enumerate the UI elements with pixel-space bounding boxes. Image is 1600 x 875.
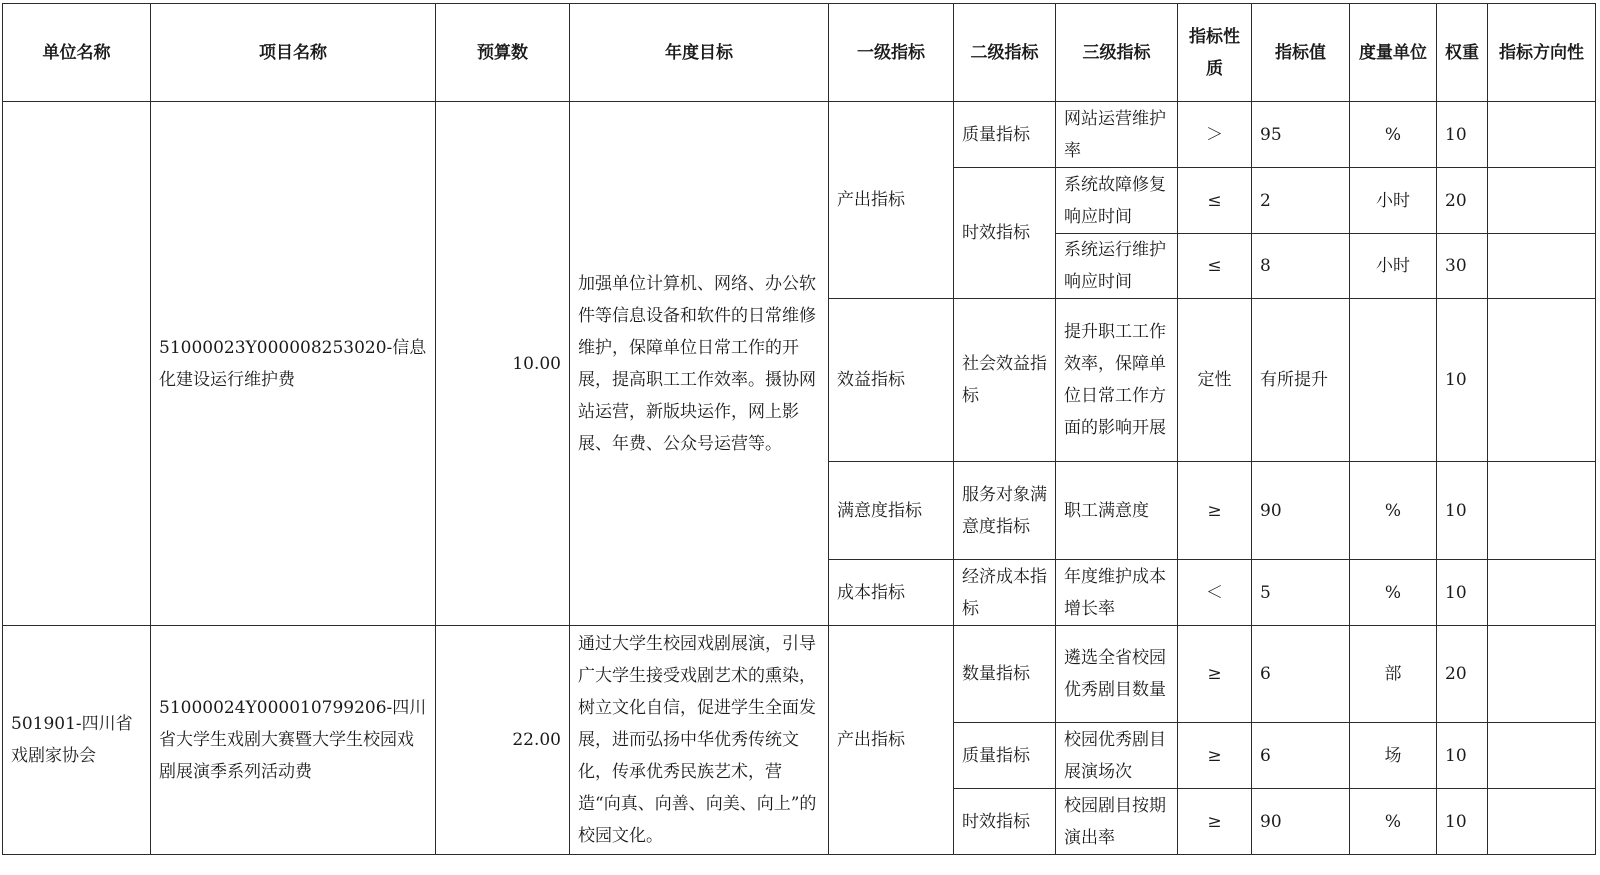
header-level3: 三级指标 — [1056, 4, 1178, 102]
project-name-cell: 51000023Y000008253020-信息化建设运行维护费 — [151, 102, 436, 626]
level3-cell: 系统运行维护响应时间 — [1056, 234, 1178, 299]
level2-cell: 经济成本指标 — [954, 560, 1056, 626]
nature-cell: ≥ — [1178, 462, 1252, 560]
level1-cell: 产出指标 — [829, 102, 954, 299]
direction-cell — [1488, 560, 1596, 626]
level3-cell: 年度维护成本增长率 — [1056, 560, 1178, 626]
header-project: 项目名称 — [151, 4, 436, 102]
level3-cell: 网站运营维护率 — [1056, 102, 1178, 168]
header-direction: 指标方向性 — [1488, 4, 1596, 102]
level2-cell: 数量指标 — [954, 626, 1056, 723]
weight-cell: 20 — [1437, 626, 1488, 723]
measure-cell: 部 — [1350, 626, 1437, 723]
value-cell: 有所提升 — [1252, 299, 1350, 462]
table-row — [3, 626, 1596, 723]
project-name-cell: 51000024Y000010799206-四川省大学生戏剧大赛暨大学生校园戏剧展演季系列活动费 — [151, 626, 436, 855]
direction-cell — [1488, 168, 1596, 234]
value-cell: 5 — [1252, 560, 1350, 626]
weight-cell: 30 — [1437, 234, 1488, 299]
weight-cell: 10 — [1437, 102, 1488, 168]
header-level1: 一级指标 — [829, 4, 954, 102]
budget-cell: 10.00 — [436, 102, 570, 626]
level2-cell: 时效指标 — [954, 789, 1056, 855]
measure-cell: % — [1350, 560, 1437, 626]
header-level2: 二级指标 — [954, 4, 1056, 102]
measure-cell — [1350, 299, 1437, 462]
table-row — [3, 102, 1596, 168]
measure-cell: % — [1350, 102, 1437, 168]
nature-cell: ≥ — [1178, 626, 1252, 723]
level2-cell: 服务对象满意度指标 — [954, 462, 1056, 560]
direction-cell — [1488, 234, 1596, 299]
direction-cell — [1488, 723, 1596, 789]
level3-cell: 校园优秀剧目展演场次 — [1056, 723, 1178, 789]
annual-goal-cell: 通过大学生校园戏剧展演，引导广大学生接受戏剧艺术的熏染，树立文化自信，促进学生全面发展，进而弘扬中华优秀传统文化，传承优秀民族艺术，营造“向真、向善、向美、向上”的校园文化。 — [570, 626, 829, 855]
direction-cell — [1488, 102, 1596, 168]
weight-cell: 10 — [1437, 560, 1488, 626]
weight-cell: 10 — [1437, 462, 1488, 560]
level1-cell: 产出指标 — [829, 626, 954, 855]
value-cell: 6 — [1252, 723, 1350, 789]
direction-cell — [1488, 626, 1596, 723]
nature-cell: ＜ — [1178, 560, 1252, 626]
level2-cell: 时效指标 — [954, 168, 1056, 299]
level1-cell: 成本指标 — [829, 560, 954, 626]
measure-cell: % — [1350, 789, 1437, 855]
value-cell: 90 — [1252, 789, 1350, 855]
unit-cell — [3, 102, 151, 626]
level2-cell: 社会效益指标 — [954, 299, 1056, 462]
direction-cell — [1488, 462, 1596, 560]
level3-cell: 提升职工工作效率，保障单位日常工作方面的影响开展 — [1056, 299, 1178, 462]
header-row — [3, 4, 1596, 102]
level3-cell: 遴选全省校园优秀剧目数量 — [1056, 626, 1178, 723]
annual-goal-cell: 加强单位计算机、网络、办公软件等信息设备和软件的日常维修维护，保障单位日常工作的开展，提高职工工作效率。摄协网站运营，新版块运作，网上影展、年费、公众号运营等。 — [570, 102, 829, 626]
nature-cell: ＞ — [1178, 102, 1252, 168]
performance-table-wrapper — [2, 3, 1596, 855]
level3-cell: 校园剧目按期演出率 — [1056, 789, 1178, 855]
budget-cell: 22.00 — [436, 626, 570, 855]
value-cell: 6 — [1252, 626, 1350, 723]
header-unit-measure: 度量单位 — [1350, 4, 1437, 102]
value-cell: 95 — [1252, 102, 1350, 168]
unit-cell: 501901-四川省戏剧家协会 — [3, 626, 151, 855]
nature-cell: ≥ — [1178, 789, 1252, 855]
nature-cell: 定性 — [1178, 299, 1252, 462]
direction-cell — [1488, 789, 1596, 855]
level3-cell: 职工满意度 — [1056, 462, 1178, 560]
weight-cell: 10 — [1437, 723, 1488, 789]
value-cell: 8 — [1252, 234, 1350, 299]
value-cell: 2 — [1252, 168, 1350, 234]
measure-cell: 小时 — [1350, 234, 1437, 299]
header-goal: 年度目标 — [570, 4, 829, 102]
header-unit: 单位名称 — [3, 4, 151, 102]
weight-cell: 10 — [1437, 789, 1488, 855]
header-value: 指标值 — [1252, 4, 1350, 102]
header-budget: 预算数 — [436, 4, 570, 102]
weight-cell: 10 — [1437, 299, 1488, 462]
performance-goals-table — [2, 3, 1596, 855]
level2-cell: 质量指标 — [954, 723, 1056, 789]
nature-cell: ≤ — [1178, 168, 1252, 234]
nature-cell: ≤ — [1178, 234, 1252, 299]
level3-cell: 系统故障修复响应时间 — [1056, 168, 1178, 234]
measure-cell: 小时 — [1350, 168, 1437, 234]
level2-cell: 质量指标 — [954, 102, 1056, 168]
measure-cell: % — [1350, 462, 1437, 560]
level1-cell: 效益指标 — [829, 299, 954, 462]
header-weight: 权重 — [1437, 4, 1488, 102]
value-cell: 90 — [1252, 462, 1350, 560]
nature-cell: ≥ — [1178, 723, 1252, 789]
measure-cell: 场 — [1350, 723, 1437, 789]
level1-cell: 满意度指标 — [829, 462, 954, 560]
weight-cell: 20 — [1437, 168, 1488, 234]
header-nature: 指标性质 — [1178, 4, 1252, 102]
direction-cell — [1488, 299, 1596, 462]
